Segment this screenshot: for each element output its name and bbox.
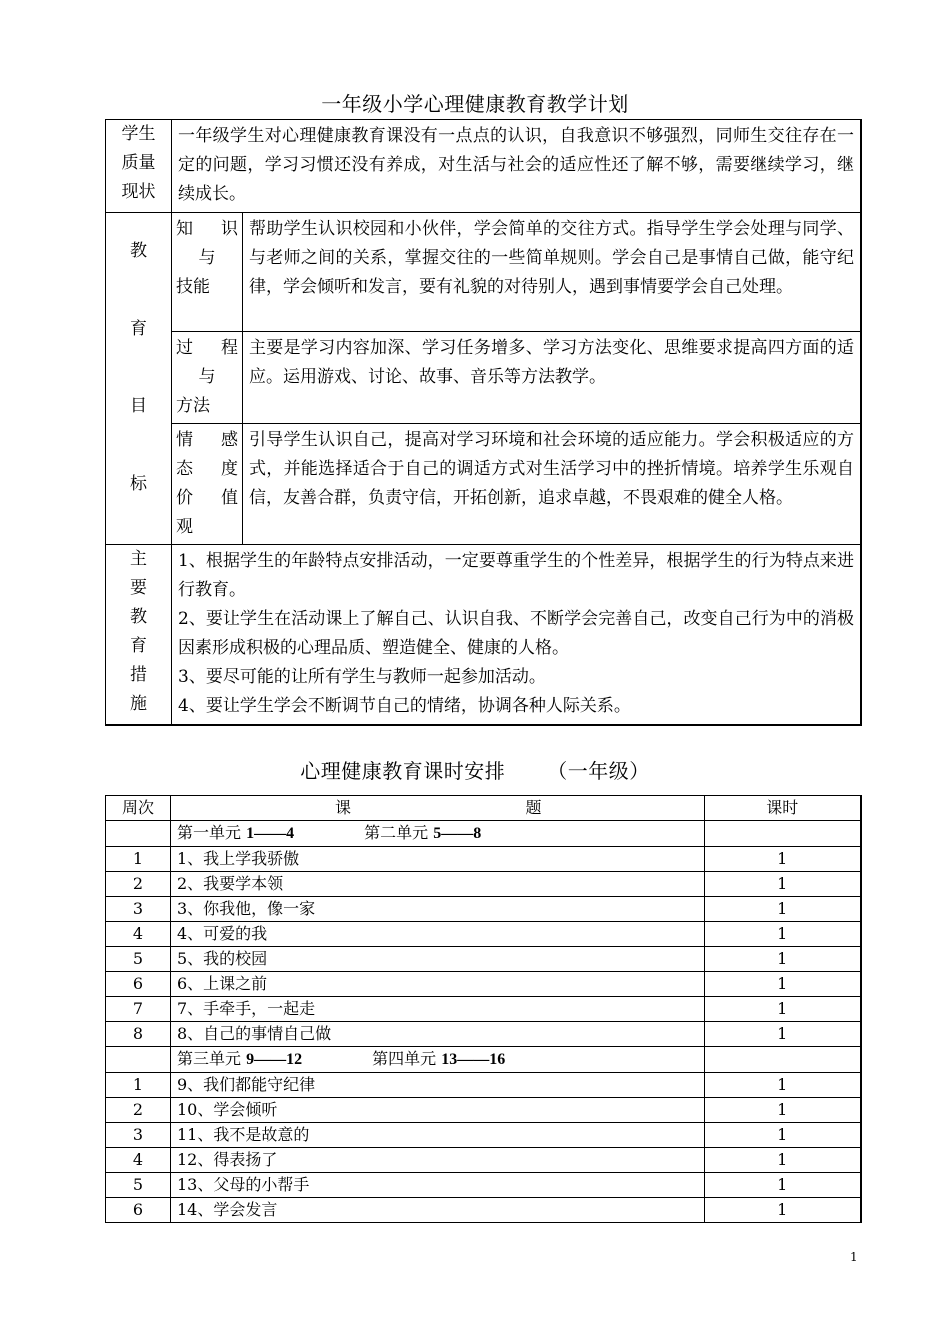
- schedule-row: [106, 1098, 862, 1123]
- hours-cell: 1: [704, 997, 861, 1022]
- hours-cell: 1: [704, 947, 861, 972]
- week-header: 周次: [106, 796, 171, 821]
- week-cell: 8: [106, 1022, 171, 1047]
- unit-label: 第三单元 9——12 第四单元 13——16: [171, 1047, 705, 1073]
- plan-title: 一年级小学心理健康教育教学计划: [321, 92, 629, 116]
- schedule-row: [106, 897, 862, 922]
- schedule-row: [106, 1123, 862, 1148]
- schedule-header-row: [106, 796, 862, 821]
- week-cell: 6: [106, 1198, 171, 1223]
- week-cell: 6: [106, 972, 171, 997]
- week-cell: 3: [106, 1123, 171, 1148]
- week-cell: 4: [106, 922, 171, 947]
- unit-label: 第一单元 1——4 第二单元 5——8: [171, 821, 705, 847]
- topic-cell: 6、上课之前: [171, 972, 705, 997]
- topic-cell: 8、自己的事情自己做: [171, 1022, 705, 1047]
- schedule-row: [106, 1148, 862, 1173]
- plan-table: [105, 119, 862, 726]
- hours-cell: 1: [704, 1173, 861, 1198]
- schedule-row: [106, 1073, 862, 1098]
- topic-header: 课 题: [171, 796, 705, 821]
- hours-cell: 1: [704, 922, 861, 947]
- topic-cell: 4、可爱的我: [171, 922, 705, 947]
- schedule-grade: （一年级）: [547, 759, 650, 783]
- goal-text-knowledge: 帮助学生认识校园和小伙伴，学会简单的交往方式。指导学生学会处理与同学、与老师之间的关系，掌握交往的一些简单规则。学会自己是事情自己做，能守纪律，学会倾听和发言，要有礼貌的对待别人，遇到事情要学会自己处理。: [243, 213, 862, 332]
- schedule-row: [106, 847, 862, 872]
- topic-cell: 2、我要学本领: [171, 872, 705, 897]
- schedule-title: 心理健康教育课时安排 （一年级）: [300, 759, 650, 783]
- week-cell: 2: [106, 872, 171, 897]
- topic-cell: 11、我不是故意的: [171, 1123, 705, 1148]
- schedule-row: [106, 1198, 862, 1223]
- topic-cell: 3、你我他，像一家: [171, 897, 705, 922]
- measure-item: 2、要让学生在活动课上了解自己、认识自我、不断学会完善自己，改变自己行为中的消极因素形成积极的心理品质、塑造健全、健康的人格。: [178, 609, 854, 658]
- measure-item: 1、根据学生的年龄特点安排活动，一定要尊重学生的个性差异，根据学生的行为特点来进行教育。: [178, 551, 854, 600]
- topic-cell: 1、我上学我骄傲: [171, 847, 705, 872]
- schedule-row: [106, 972, 862, 997]
- week-cell: 5: [106, 947, 171, 972]
- week-cell: 4: [106, 1148, 171, 1173]
- schedule-row: [106, 1022, 862, 1047]
- unit-row: [106, 821, 862, 847]
- measure-item: 4、要让学生学会不断调节自己的情绪，协调各种人际关系。: [178, 696, 631, 716]
- status-label: 学生 质量 现状: [106, 120, 172, 213]
- topic-cell: 9、我们都能守纪律: [171, 1073, 705, 1098]
- hours-cell: 1: [704, 872, 861, 897]
- topic-cell: 13、父母的小帮手: [171, 1173, 705, 1198]
- topic-cell: 5、我的校园: [171, 947, 705, 972]
- hours-cell: 1: [704, 1022, 861, 1047]
- topic-cell: 10、学会倾听: [171, 1098, 705, 1123]
- week-cell: 2: [106, 1098, 171, 1123]
- hours-cell: 1: [704, 972, 861, 997]
- week-cell: 5: [106, 1173, 171, 1198]
- measures-label: 主 要 教 育 措 施: [106, 545, 172, 726]
- hours-cell: 1: [704, 1148, 861, 1173]
- hours-header: 课时: [704, 796, 861, 821]
- schedule-row: [106, 872, 862, 897]
- week-cell: 1: [106, 847, 171, 872]
- status-text: 一年级学生对心理健康教育课没有一点点的认识，自我意识不够强烈，同师生交往存在一定的问题，学习习惯还没有养成，对生活与社会的适应性还了解不够，需要继续学习，继续成长。: [172, 120, 862, 213]
- week-cell: 1: [106, 1073, 171, 1098]
- goals-label: 教 育 目 标: [106, 213, 172, 545]
- goal-text-emotion: 引导学生认识自己，提高对学习环境和社会环境的适应能力。学会积极适应的方式，并能选择适合于自己的调适方式对生活学习中的挫折情境。培养学生乐观自信，友善合群，负责守信，开拓创新，追求卓越，不畏艰难的健全人格。: [243, 424, 862, 545]
- topic-cell: 12、得表扬了: [171, 1148, 705, 1173]
- hours-cell: 1: [704, 1098, 861, 1123]
- schedule-row: [106, 922, 862, 947]
- goal-label-process: 过 程 与 方法: [172, 332, 243, 424]
- measure-item: 3、要尽可能的让所有学生与教师一起参加活动。: [178, 667, 546, 687]
- goal-label-emotion: 情 感 态 度 价 值 观: [172, 424, 243, 545]
- topic-cell: 14、学会发言: [171, 1198, 705, 1223]
- goal-text-process: 主要是学习内容加深、学习任务增多、学习方法变化、思维要求提高四方面的适应。运用游戏、讨论、故事、音乐等方法教学。: [243, 332, 862, 424]
- hours-cell: 1: [704, 1073, 861, 1098]
- schedule-table: [105, 795, 862, 1223]
- hours-cell: 1: [704, 847, 861, 872]
- schedule-row: [106, 947, 862, 972]
- topic-cell: 7、手牵手，一起走: [171, 997, 705, 1022]
- hours-cell: 1: [704, 1123, 861, 1148]
- schedule-row: [106, 1173, 862, 1198]
- hours-cell: 1: [704, 1198, 861, 1223]
- week-cell: 7: [106, 997, 171, 1022]
- unit-row: [106, 1047, 862, 1073]
- goal-label-knowledge: 知 识 与 技能: [172, 213, 243, 332]
- page-number: 1: [850, 1250, 858, 1264]
- hours-cell: 1: [704, 897, 861, 922]
- week-cell: 3: [106, 897, 171, 922]
- schedule-row: [106, 997, 862, 1022]
- measures-list: [172, 545, 862, 726]
